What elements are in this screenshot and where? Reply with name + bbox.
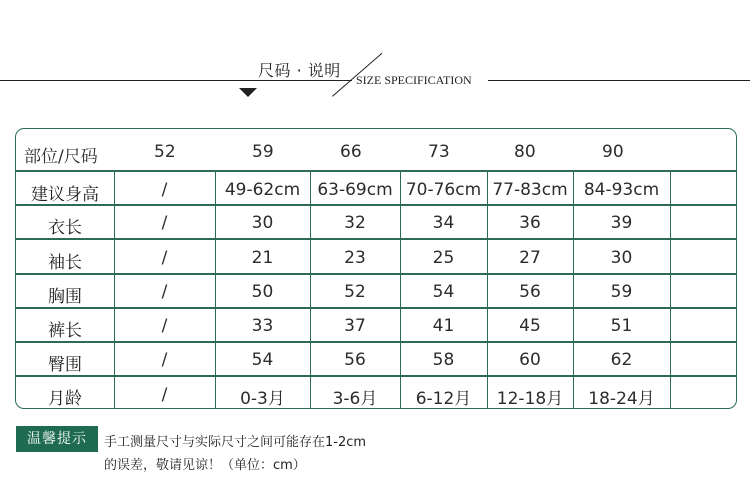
tip-text-line1: 手工测量尺寸与实际尺寸之间可能存在1-2cm bbox=[104, 435, 367, 450]
table-cell: 49-62cm bbox=[224, 180, 301, 200]
size-title-cn: 尺码 · 说明 bbox=[258, 61, 341, 80]
row-label: 袖长 bbox=[48, 253, 82, 273]
table-cell: 6-12月 bbox=[415, 389, 472, 409]
table-cell: 60 bbox=[519, 350, 541, 370]
na-cell: / bbox=[161, 385, 168, 405]
row-divider bbox=[16, 273, 736, 275]
table-cell: 23 bbox=[344, 248, 366, 268]
table-cell: 70-76cm bbox=[405, 180, 482, 200]
size-header: 90 bbox=[602, 142, 624, 162]
table-cell: 52 bbox=[344, 282, 366, 302]
table-cell: 27 bbox=[519, 248, 541, 268]
table-cell: 50 bbox=[251, 282, 274, 302]
row-divider bbox=[16, 238, 736, 240]
table-cell: 36 bbox=[519, 213, 541, 233]
table-cell: 45 bbox=[519, 316, 541, 336]
table-cell: 30 bbox=[610, 248, 633, 268]
table-cell: 30 bbox=[251, 213, 274, 233]
table-cell: 41 bbox=[432, 316, 455, 336]
size-header: 52 bbox=[154, 142, 176, 162]
size-title-en: SIZE SPECIFICATION bbox=[356, 73, 472, 87]
row-label: 月龄 bbox=[48, 389, 82, 409]
row-divider bbox=[16, 341, 736, 343]
table-cell: 0-3月 bbox=[240, 389, 285, 409]
row-divider bbox=[16, 375, 736, 377]
table-cell: 51 bbox=[610, 316, 633, 336]
size-table bbox=[15, 128, 737, 409]
table-cell: 3-6月 bbox=[332, 389, 378, 409]
table-cell: 34 bbox=[432, 213, 455, 233]
tip-badge: 温馨提示 bbox=[16, 426, 98, 452]
table-cell: 37 bbox=[344, 316, 366, 336]
header-rule-right bbox=[488, 80, 750, 81]
table-cell: 56 bbox=[344, 350, 366, 370]
table-cell: 84-93cm bbox=[583, 180, 660, 200]
table-cell: 63-69cm bbox=[317, 180, 393, 200]
row-divider bbox=[16, 307, 736, 309]
table-cell: 12-18月 bbox=[496, 389, 564, 409]
triangle-down-icon bbox=[239, 88, 257, 97]
na-cell: / bbox=[161, 180, 168, 200]
na-cell: / bbox=[161, 350, 168, 370]
column-divider bbox=[670, 170, 671, 409]
row-divider bbox=[16, 170, 736, 172]
na-cell: / bbox=[161, 316, 168, 336]
table-cell: 56 bbox=[519, 282, 541, 302]
row-label: 衣长 bbox=[48, 218, 82, 238]
table-cell: 54 bbox=[251, 350, 274, 370]
row-label: 胸围 bbox=[48, 287, 82, 307]
table-cell: 58 bbox=[432, 350, 455, 370]
size-header: 66 bbox=[340, 142, 362, 162]
size-header: 73 bbox=[428, 142, 450, 162]
table-cell: 59 bbox=[610, 282, 633, 302]
row-divider bbox=[16, 204, 736, 206]
size-header: 80 bbox=[514, 142, 536, 162]
size-header: 59 bbox=[252, 142, 274, 162]
size-header-row bbox=[16, 129, 736, 171]
tip-text-line2: 的误差，敬请见谅！（单位：cm） bbox=[104, 458, 306, 473]
table-cell: 39 bbox=[610, 213, 633, 233]
table-cell: 21 bbox=[251, 248, 274, 268]
na-cell: / bbox=[161, 213, 168, 233]
table-cell: 33 bbox=[251, 316, 274, 336]
table-cell: 25 bbox=[432, 248, 455, 268]
table-cell: 62 bbox=[610, 350, 633, 370]
na-cell: / bbox=[161, 282, 168, 302]
row-label: 建议身高 bbox=[31, 185, 99, 205]
table-cell: 54 bbox=[432, 282, 455, 302]
table-cell: 77-83cm bbox=[492, 180, 568, 200]
table-cell: 18-24月 bbox=[588, 389, 655, 409]
row-label: 臀围 bbox=[48, 355, 82, 375]
table-cell: 32 bbox=[344, 213, 366, 233]
row-label: 裤长 bbox=[48, 321, 82, 341]
na-cell: / bbox=[161, 248, 168, 268]
corner-label: 部位/尺码 bbox=[24, 147, 98, 167]
